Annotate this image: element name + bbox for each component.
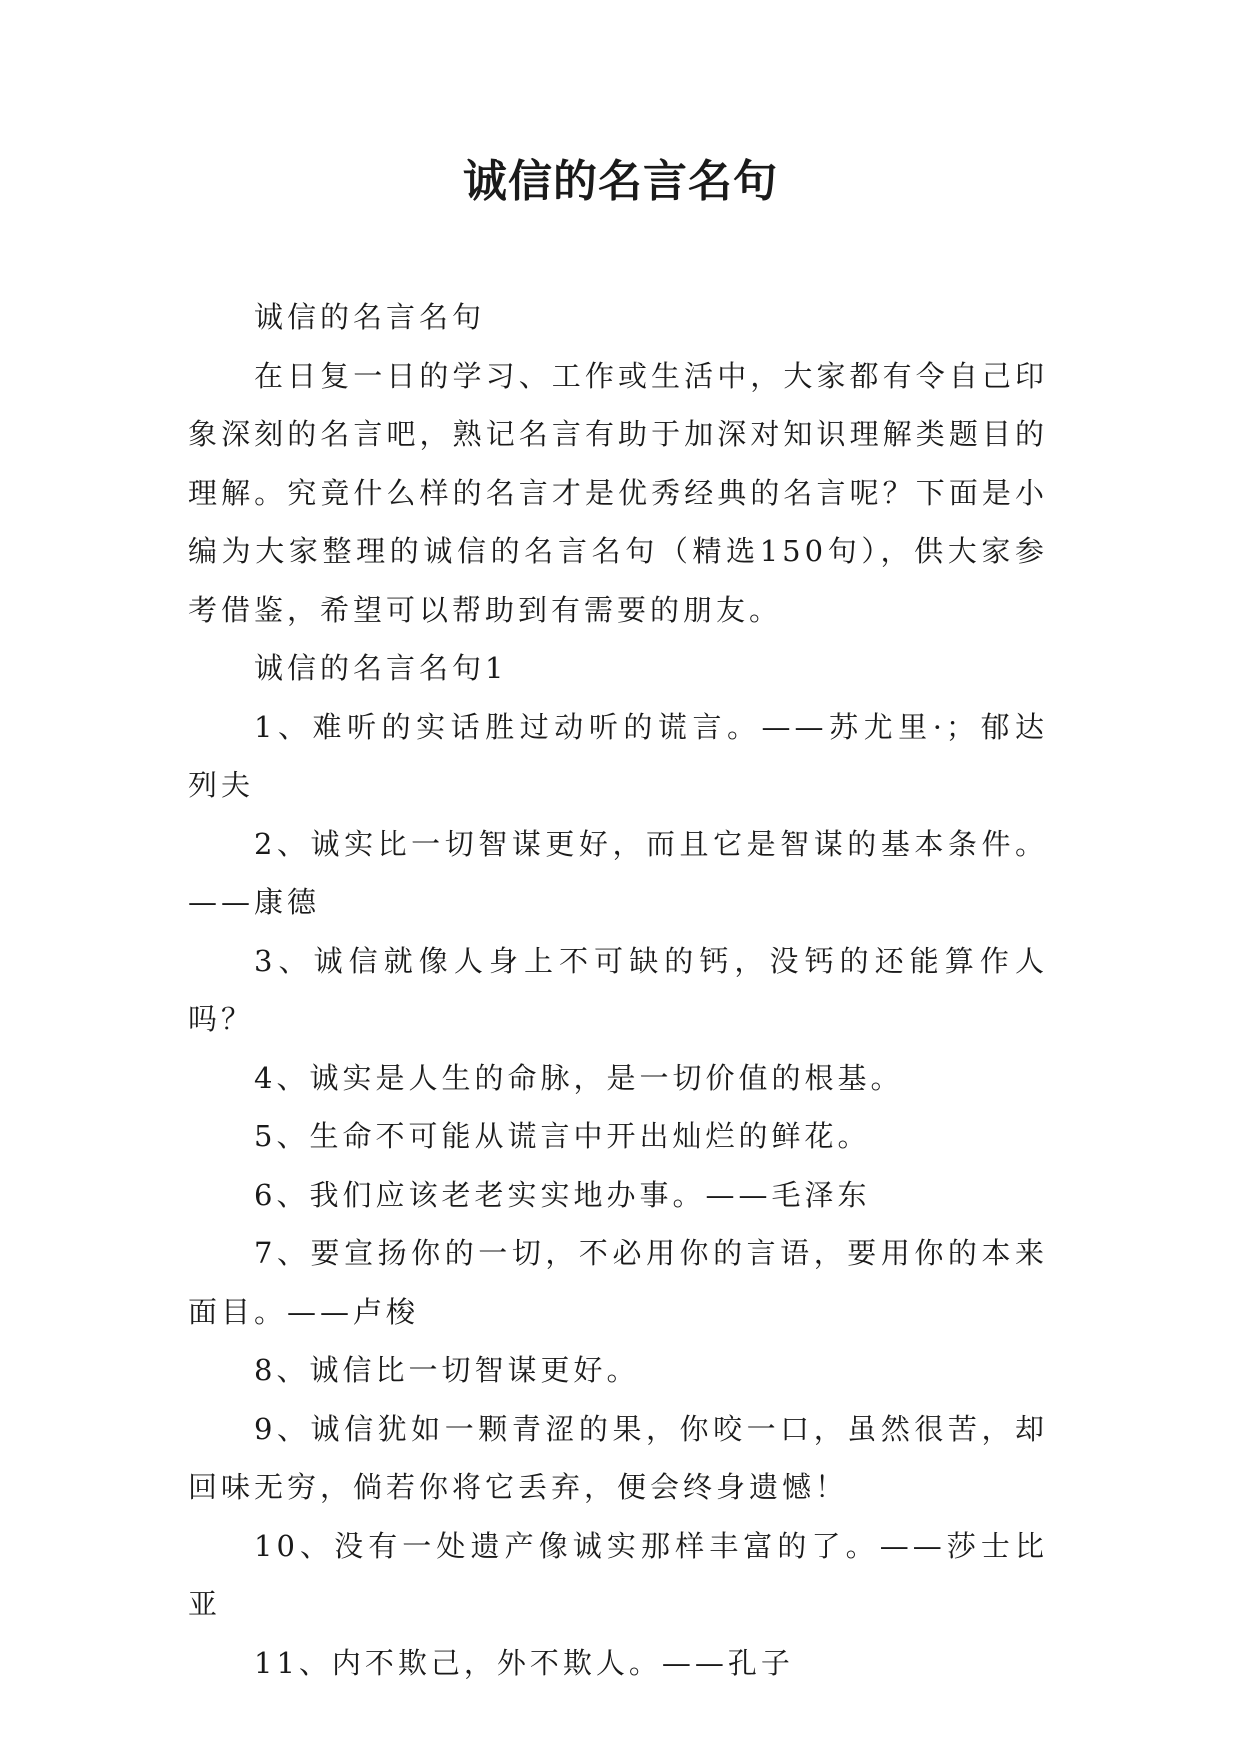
quote-item: 2、诚实比一切智谋更好，而且它是智谋的基本条件。——康德 [188, 826, 1048, 919]
quote-item: 5、生命不可能从谎言中开出灿烂的鲜花。 [254, 1119, 871, 1153]
intro-paragraph: 在日复一日的学习、工作或生活中，大家都有令自己印象深刻的名言吧，熟记名言有助于加深对知识理解类题目的理解。究竟什么样的名言才是优秀经典的名言呢？下面是小编为大家整理的诚信的名言名句（精选150句），供大家参考借鉴，希望可以帮助到有需要的朋友。 [188, 358, 1048, 627]
quote-item: 9、诚信犹如一颗青涩的果，你咬一口，虽然很苦，却回味无穷，倘若你将它丢弃，便会终身遗憾！ [188, 1411, 1048, 1504]
quote-item: 6、我们应该老老实实地办事。——毛泽东 [254, 1177, 871, 1212]
quote-item: 3、诚信就像人身上不可缺的钙，没钙的还能算作人吗？ [188, 943, 1048, 1036]
quote-item: 1、难听的实话胜过动听的谎言。——苏尤里·；郁达列夫 [188, 709, 1048, 802]
subsection-heading: 诚信的名言名句1 [254, 651, 508, 685]
quote-item: 7、要宣扬你的一切，不必用你的言语，要用你的本来面目。——卢梭 [188, 1236, 1048, 1329]
quote-item: 11、内不欺己，外不欺人。——孔子 [254, 1645, 794, 1680]
quote-item: 4、诚实是人生的命脉，是一切价值的根基。 [254, 1060, 904, 1095]
document-body [188, 288, 1048, 1692]
page-title: 诚信的名言名句 [463, 156, 778, 207]
quote-item: 8、诚信比一切智谋更好。 [254, 1353, 640, 1387]
section-heading: 诚信的名言名句 [254, 300, 486, 334]
quote-item: 10、没有一处遗产像诚实那样丰富的了。——莎士比亚 [188, 1528, 1048, 1621]
